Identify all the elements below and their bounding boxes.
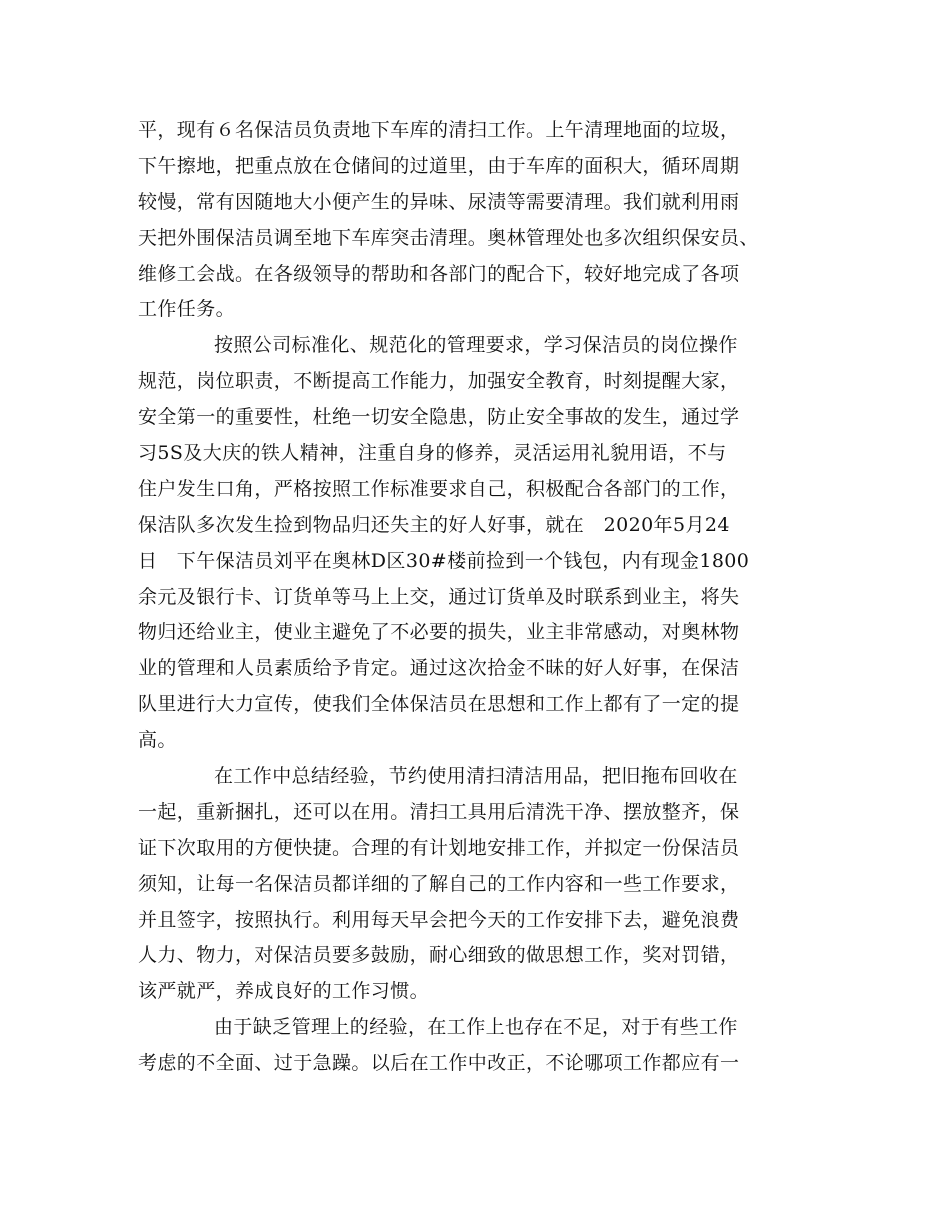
text-line: 较慢，常有因随地大小便产生的异味、尿渍等需要清理。我们就利用雨 — [138, 190, 740, 213]
text-line: 天把外围保洁员调至地下车库突击清理。奥林管理处也多次组织保安员、 — [138, 226, 759, 249]
text-line: 规范，岗位职责，不断提高工作能力，加强安全教育，时刻提醒大家， — [138, 370, 740, 393]
text-line: 一起，重新捆扎，还可以在用。清扫工具用后清洗干净、摆放整齐，保 — [138, 800, 740, 823]
text-line: 平，现有６名保洁员负责地下车库的清扫工作。上午清理地面的垃圾， — [138, 119, 740, 141]
text-line: 工作任务。 — [138, 298, 236, 321]
text-line: 余元及银行卡、订货单等马上上交，通过订货单及时联系到业主，将失 — [138, 585, 740, 608]
text-line: 该严就严，养成良好的工作习惯。 — [138, 980, 430, 1003]
text-line: 考虑的不全面、过于急躁。以后在工作中改正，不论哪项工作都应有一 — [138, 1052, 740, 1075]
paragraph-start-line: 在工作中总结经验，节约使用清扫清洁用品，把旧拖布回收在 — [214, 765, 738, 788]
paragraph-start-line: 按照公司标准化、规范化的管理要求，学习保洁员的岗位操作 — [214, 334, 738, 357]
text-line: 须知，让每一名保洁员都详细的了解自己的工作内容和一些工作要求， — [138, 872, 740, 895]
paragraph-start-line: 由于缺乏管理上的经验，在工作上也存在不足，对于有些工作 — [214, 1016, 738, 1039]
text-line: 住户发生口角，严格按照工作标准要求自己，积极配合各部门的工作， — [138, 477, 740, 500]
text-line: 安全第一的重要性，杜绝一切安全隐患，防止安全事故的发生，通过学 — [138, 406, 740, 429]
text-line: 维修工会战。在各级领导的帮助和各部门的配合下，较好地完成了各项 — [138, 262, 740, 285]
text-line: 人力、物力，对保洁员要多鼓励，耐心细致的做思想工作，奖对罚错， — [138, 944, 740, 967]
text-line: 证下次取用的方便快捷。合理的有计划地安排工作，并拟定一份保洁员 — [138, 836, 740, 859]
text-line: 保洁队多次发生捡到物品归还失主的好人好事，就在 2020年5月24 — [138, 513, 730, 536]
text-line: 高。 — [138, 729, 177, 752]
text-line: 并且签字，按照执行。利用每天早会把今天的工作安排下去，避免浪费 — [138, 908, 740, 931]
body-text — [138, 113, 818, 1082]
text-line: 下午擦地，把重点放在仓储间的过道里，由于车库的面积大，循环周期 — [138, 154, 740, 177]
text-line: 业的管理和人员素质给予肯定。通过这次拾金不昧的好人好事，在保洁 — [138, 657, 740, 680]
text-line: 队里进行大力宣传，使我们全体保洁员在思想和工作上都有了一定的提 — [138, 693, 740, 716]
text-line: 习5S及大庆的铁人精神，注重自身的修养，灵活运用礼貌用语，不与 — [138, 442, 727, 465]
text-line: 物归还给业主，使业主避免了不必要的损失，业主非常感动，对奥林物 — [138, 621, 740, 644]
text-line: 日 下午保洁员刘平在奥林D区30#楼前捡到一个钱包，内有现金1800 — [138, 549, 750, 572]
